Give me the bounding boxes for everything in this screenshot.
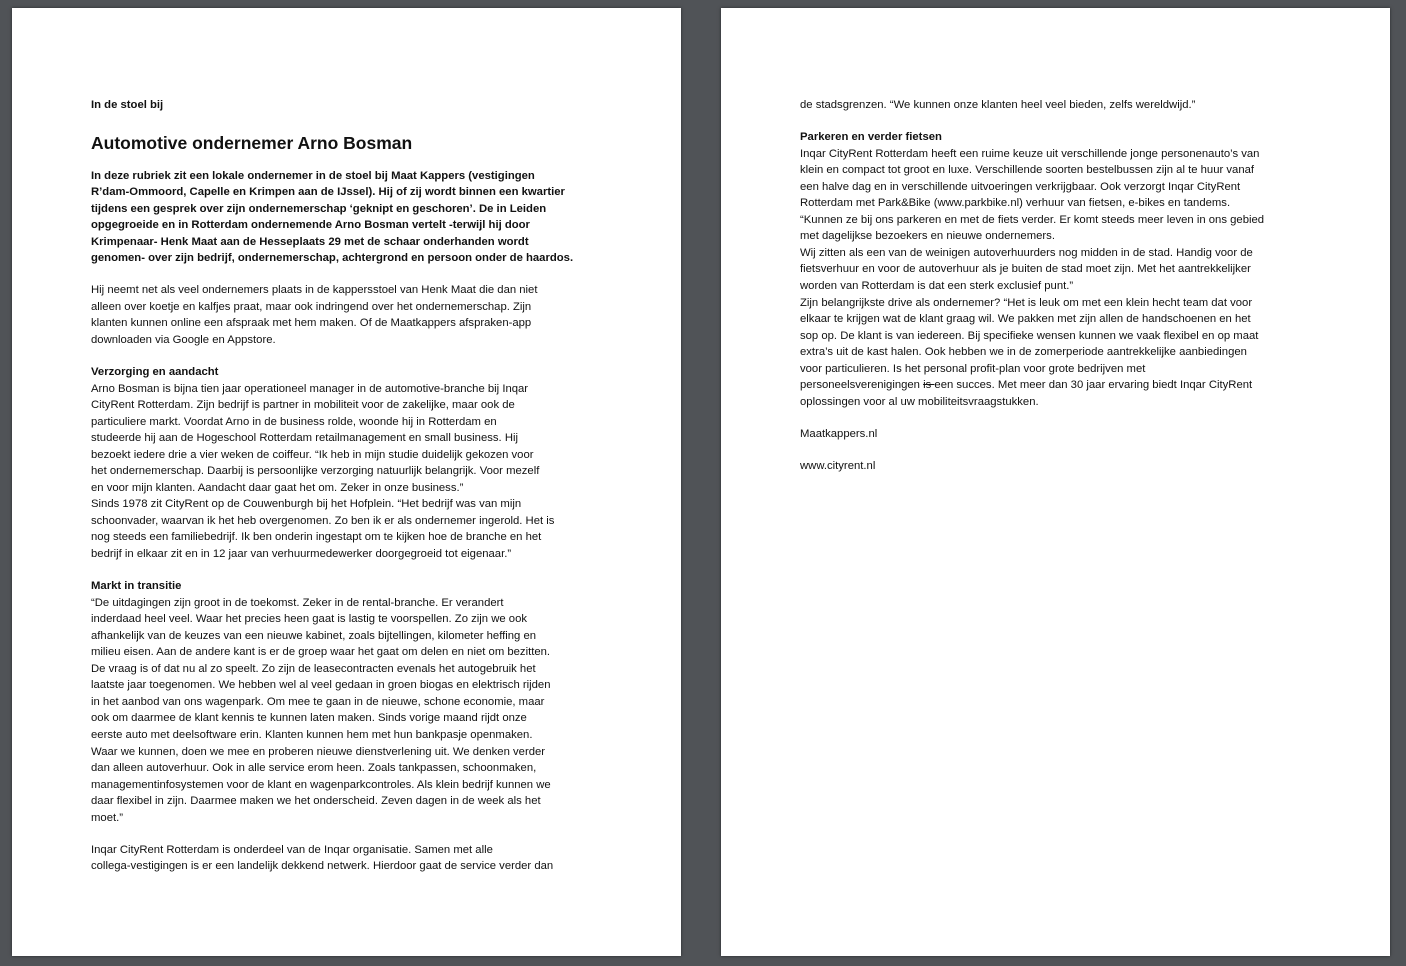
text-line: klein en compact tot groot en luxe. Verschillende soorten bestelbussen zijn al te huur vanaf	[800, 164, 1255, 177]
text-line: elkaar te krijgen wat de klant graag wil. We pakken met zijn allen de handschoenen en het	[800, 313, 1251, 326]
text-line: managementinfosystemen voor de klant en wagenparkcontroles. Als klein bedrijf kunnen we	[91, 778, 551, 791]
article-title: Automotive ondernemer Arno Bosman	[91, 132, 413, 153]
text-line: Zijn belangrijkste drive als ondernemer? “Het is leuk om met een klein hecht team dat voor	[800, 296, 1253, 309]
text-line: Wij zitten als een van de weinigen autoverhuurders nog midden in de stad. Handig voor de	[800, 246, 1253, 259]
text-line: afhankelijk van de keuzes van een nieuwe kabinet, zoals bijtellingen, kilometer heffing en	[91, 629, 537, 642]
text-line: “De uitdagingen zijn groot in de toekomst. Zeker in de rental-branche. Er verandert	[91, 596, 504, 609]
text-line: “Kunnen ze bij ons parkeren en met de fiets verder. Er komt steeds meer leven in ons gebied	[800, 213, 1265, 226]
text-line: bezoekt iedere drie a vier weken de coiffeur. “Ik heb in mijn studie duidelijk gekozen voor	[91, 448, 534, 461]
text-line: worden van Rotterdam is dat een sterk exclusief punt.”	[800, 279, 1074, 292]
text-line: dan alleen autoverhuur. Ook in alle service erom heen. Zoals tankpassen, schoonmaken,	[91, 762, 537, 775]
text-line: schoonvader, waarvan ik het heb overgenomen. Zo ben ik er als ondernemer ingerold. Het is	[91, 514, 555, 527]
text-line: Inqar CityRent Rotterdam heeft een ruime keuze uit verschillende jonge personenauto’s van	[800, 147, 1260, 160]
text-line: Sinds 1978 zit CityRent op de Couwenburgh bij het Hofplein. “Het bedrijf was van mijn	[91, 498, 522, 511]
text-line: met dagelijkse bezoekers en nieuwe ondernemers.	[800, 230, 1055, 243]
text-line: het ondernemerschap. Daarbij is persoonlijke verzorging natuurlijk belangrijk. Voor mezelf	[91, 465, 540, 478]
text-line: een halve dag en in verschillende uitvoeringen verkrijgbaar. Ook verzorgt Inqar CityRent	[800, 180, 1241, 193]
page-2-content	[800, 97, 1330, 490]
link-maatkappers[interactable]: Maatkappers.nl	[800, 427, 878, 440]
text-line: klanten kunnen online een afspraak met hem maken. Of de Maatkappers afspraken-app	[91, 317, 532, 330]
section-parkeren-end: oplossingen voor al uw mobiliteitsvraagstukken.	[800, 395, 1039, 408]
text-line: laatste jaar toegenomen. We hebben wel al veel gedaan in groen biogas en elektrisch rijden	[91, 679, 551, 692]
kicker: In de stoel bij	[91, 99, 164, 111]
text-line: opgegroeide en in Rotterdam ondernemende Arno Bosman vertelt -terwijl hij door	[91, 219, 530, 232]
paragraph-last	[91, 842, 621, 875]
text-line: ook om daarmee de klant kennis te kunnen laten maken. Sinds vorige maand rijdt onze	[91, 712, 527, 725]
text-line: Hij neemt net als veel ondernemers plaats in de kappersstoel van Henk Maat die dan niet	[91, 284, 538, 297]
section-parkeren-text	[800, 146, 1330, 378]
text-line: extra’s uit de kast halen. Ook hebben we in de zomerperiode aantrekkelijke aanbiedingen	[800, 346, 1247, 359]
text-line: De vraag is of dat nu al zo speelt. Zo zijn de leasecontracten evenals het autogebruik het	[91, 662, 536, 675]
section-verzorging-text	[91, 381, 621, 563]
strikethrough-line	[800, 377, 1330, 394]
text-line: Krimpenaar- Henk Maat aan de Hesseplaats 29 met de schaar onderhanden wordt	[91, 235, 529, 248]
struck-text: is	[923, 379, 935, 392]
text-line: in het aanbod van ons wagenpark. Om mee te gaan in de nieuwe, schone economie, maar	[91, 695, 545, 708]
text-line: alleen over koetje en kalfjes praat, maar ook indringend over het ondernemerschap. Zijn	[91, 300, 532, 313]
text-line: Arno Bosman is bijna tien jaar operationeel manager in de automotive-branche bij Inqar	[91, 382, 529, 395]
text-line: studeerde hij aan de Hogeschool Rotterdam retailmanagement en small business. Hij	[91, 432, 519, 445]
text-before: personeelsverenigingen	[800, 379, 924, 392]
text-line: en voor mijn klanten. Aandacht daar gaat het om. Zeker in onze business.”	[91, 481, 464, 494]
section-markt-text	[91, 595, 621, 827]
paragraph-1	[91, 282, 621, 348]
document-page-1	[12, 8, 681, 956]
text-line: particuliere markt. Voordat Arno in de business rolde, woonde hij in Rotterdam en	[91, 415, 497, 428]
text-line: In deze rubriek zit een lokale ondernemer in de stoel bij Maat Kappers (vestigingen	[91, 169, 535, 182]
text-line: inderdaad heel veel. Waar het precies heen gaat is lastig te voorspellen. Zo zijn we ook	[91, 613, 528, 626]
text-line: downloaden via Google en Appstore.	[91, 333, 276, 346]
text-line: sop op. De klant is van iedereen. Bij specifieke wensen kunnen we vaak flexibel en op maat	[800, 329, 1259, 342]
text-line: tijdens een gesprek over zijn ondernemerschap ‘geknipt en geschoren’. De in Leiden	[91, 202, 547, 215]
text-line: genomen- over zijn bedrijf, ondernemerschap, achtergrond en persoon onder de haardos.	[91, 252, 574, 265]
text-line: R’dam-Ommoord, Capelle en Krimpen aan de IJssel). Hij of zij wordt binnen een kwartier	[91, 186, 565, 199]
page-1-content	[91, 97, 621, 890]
document-page-2	[721, 8, 1390, 956]
text-line: moet.”	[91, 811, 124, 824]
continued-text: de stadsgrenzen. “We kunnen onze klanten heel veel bieden, zelfs wereldwijd.”	[800, 99, 1196, 111]
intro-paragraph	[91, 168, 621, 267]
text-line: CityRent Rotterdam. Zijn bedrijf is partner in mobiliteit voor de zakelijke, maar ook de	[91, 399, 515, 412]
text-line: bedrijf in elkaar zit en in 12 jaar van verhuurmedewerker doorgegroeid tot eigenaar.”	[91, 548, 512, 561]
text-line: Waar we kunnen, doen we mee en proberen nieuwe dienstverlening uit. We denken verder	[91, 745, 546, 758]
text-line: daar flexibel in zijn. Daarmee maken we het onderscheid. Zeven dagen in de week als het	[91, 795, 541, 808]
link-cityrent[interactable]: www.cityrent.nl	[800, 459, 876, 472]
text-line: eerste auto met deelsoftware erin. Klanten kunnen hem met hun bankpasje openmaken.	[91, 729, 533, 741]
text-line: nog steeds een familiebedrijf. Ik ben onderin ingestapt om te kijken hoe de branche en het	[91, 531, 542, 544]
text-line: fietsverhuur en voor de autoverhuur als je buiten de stad moet zijn. Met het aantrekkelijker	[800, 263, 1251, 276]
text-line: Rotterdam met Park&Bike (www.parkbike.nl) verhuur van fietsen, e-bikes en tandems.	[800, 197, 1231, 210]
text-after: een succes. Met meer dan 30 jaar ervaring biedt Inqar CityRent	[934, 379, 1253, 392]
text-line: collega-vestigingen is er een landelijk dekkend netwerk. Hierdoor gaat de service verder dan	[91, 860, 554, 873]
text-line: voor particulieren. Is het personal profit-plan voor grote bedrijven met	[800, 362, 1146, 375]
text-line: Inqar CityRent Rotterdam is onderdeel van de Inqar organisatie. Samen met alle	[91, 843, 493, 856]
section-heading-markt: Markt in transitie	[91, 580, 182, 593]
text-line: milieu eisen. Aan de andere kant is er de groep waar het gaat om delen en niet om bezitten.	[91, 646, 551, 659]
section-heading-verzorging: Verzorging en aandacht	[91, 366, 219, 379]
section-heading-parkeren: Parkeren en verder fietsen	[800, 131, 942, 144]
